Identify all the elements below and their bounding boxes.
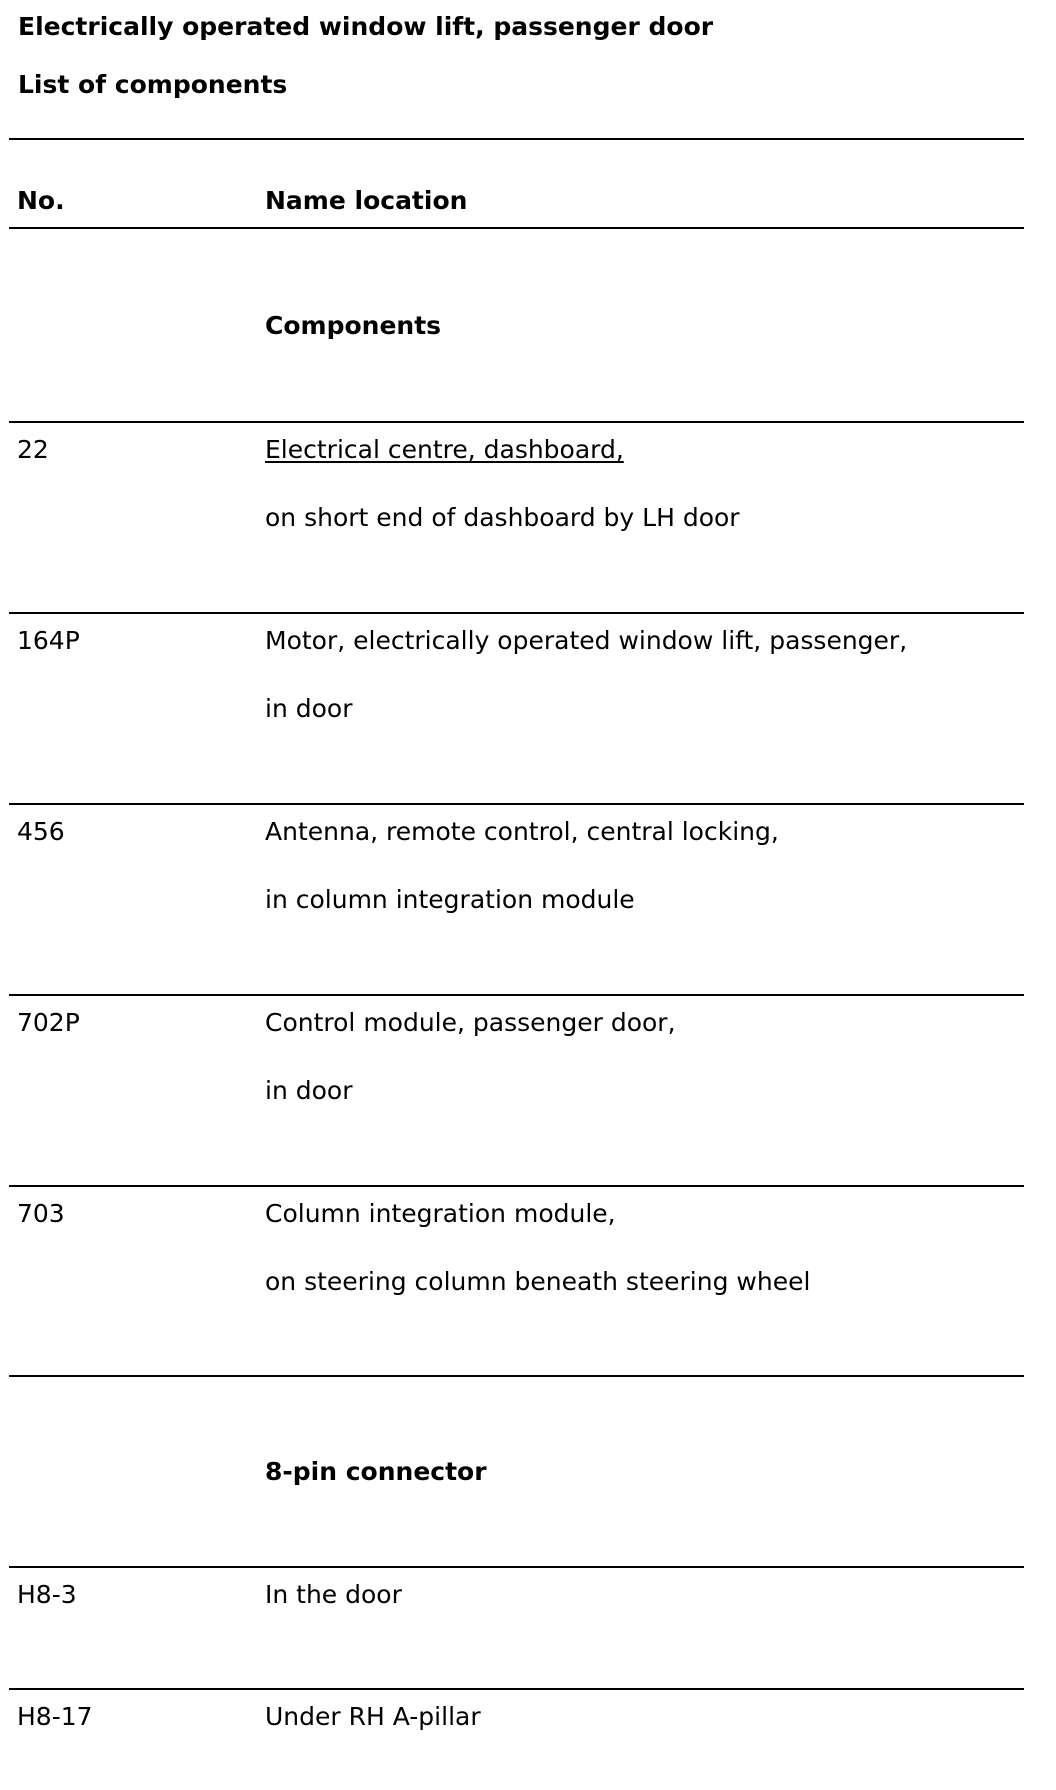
- component-name: Motor, electrically operated window lift, passenger,: [265, 626, 908, 655]
- document-title: Electrically operated window lift, passenger door: [18, 12, 714, 41]
- component-location: on short end of dashboard by LH door: [265, 503, 740, 532]
- component-name-link[interactable]: Electrical centre, dashboard,: [265, 435, 624, 464]
- component-name: Column integration module,: [265, 1199, 616, 1228]
- divider-header: [9, 227, 1024, 229]
- section-heading-components: Components: [265, 311, 442, 340]
- divider-row: [9, 803, 1024, 805]
- component-number: 703: [17, 1199, 65, 1228]
- connector-number: H8-17: [17, 1702, 93, 1731]
- connector-number: H8-3: [17, 1580, 77, 1609]
- component-number: 164P: [17, 626, 80, 655]
- column-header-name-location: Name location: [265, 186, 468, 215]
- component-location: in column integration module: [265, 885, 635, 914]
- divider-row: [9, 421, 1024, 423]
- component-name: Antenna, remote control, central locking,: [265, 817, 779, 846]
- component-name: Control module, passenger door,: [265, 1008, 676, 1037]
- divider-row: [9, 1688, 1024, 1690]
- component-location: on steering column beneath steering wheel: [265, 1267, 811, 1296]
- divider-row: [9, 612, 1024, 614]
- component-location: in door: [265, 1076, 353, 1105]
- connector-location: Under RH A-pillar: [265, 1702, 481, 1731]
- component-number: 22: [17, 435, 49, 464]
- divider-row: [9, 994, 1024, 996]
- component-number: 702P: [17, 1008, 80, 1037]
- component-location: in door: [265, 694, 353, 723]
- section-heading-connector: 8-pin connector: [265, 1457, 487, 1486]
- divider-section: [9, 1375, 1024, 1377]
- column-header-no: No.: [17, 186, 65, 215]
- divider-row: [9, 1566, 1024, 1568]
- document-subtitle: List of components: [18, 70, 288, 99]
- divider-top: [9, 138, 1024, 140]
- connector-location: In the door: [265, 1580, 402, 1609]
- divider-row: [9, 1185, 1024, 1187]
- component-number: 456: [17, 817, 65, 846]
